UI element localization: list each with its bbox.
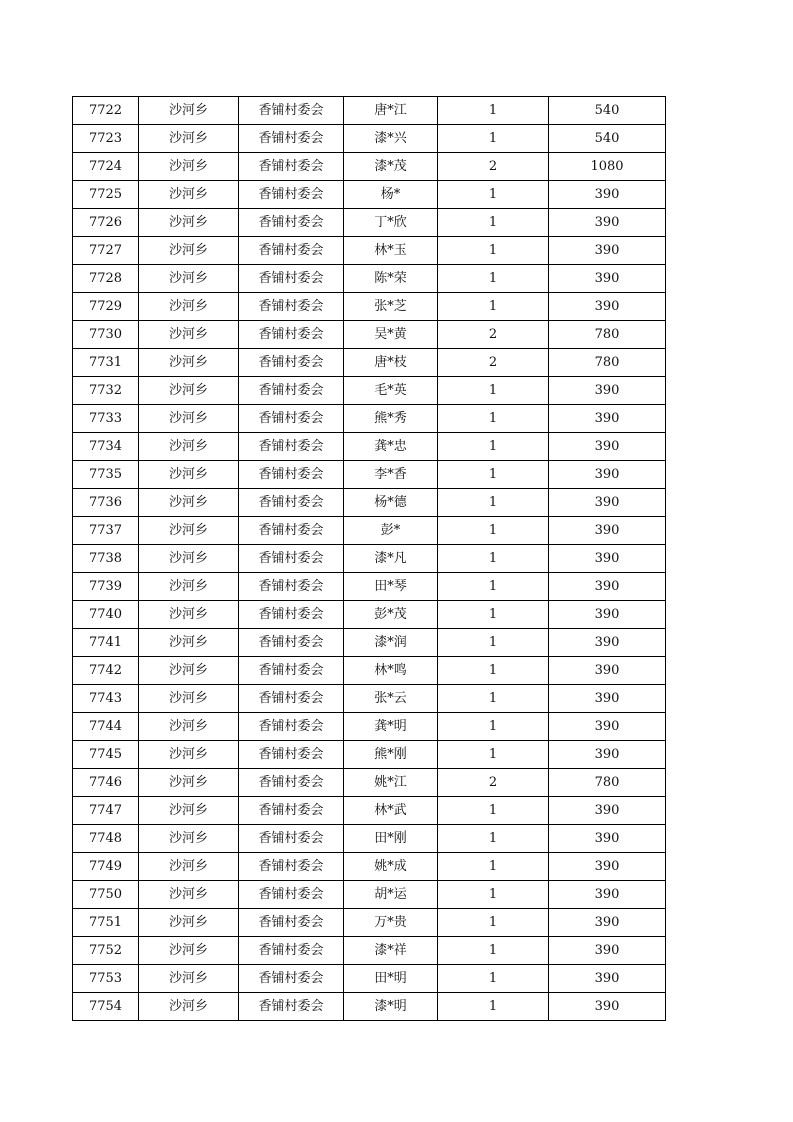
- table-row: [73, 881, 666, 909]
- cell-name: 熊*秀: [344, 405, 438, 433]
- cell-amount: 390: [549, 181, 666, 209]
- cell-serial-number: 7730: [73, 321, 139, 349]
- cell-village-committee: 香铺村委会: [239, 545, 344, 573]
- cell-township: 沙河乡: [139, 517, 239, 545]
- cell-person-count: 1: [438, 797, 549, 825]
- cell-name: 李*香: [344, 461, 438, 489]
- cell-person-count: 1: [438, 965, 549, 993]
- cell-serial-number: 7731: [73, 349, 139, 377]
- table-row: [73, 209, 666, 237]
- cell-village-committee: 香铺村委会: [239, 293, 344, 321]
- cell-person-count: 1: [438, 657, 549, 685]
- cell-name: 杨*德: [344, 489, 438, 517]
- cell-serial-number: 7743: [73, 685, 139, 713]
- cell-township: 沙河乡: [139, 825, 239, 853]
- cell-person-count: 2: [438, 769, 549, 797]
- cell-serial-number: 7735: [73, 461, 139, 489]
- cell-township: 沙河乡: [139, 265, 239, 293]
- cell-township: 沙河乡: [139, 629, 239, 657]
- cell-person-count: 1: [438, 209, 549, 237]
- cell-village-committee: 香铺村委会: [239, 993, 344, 1021]
- cell-name: 张*云: [344, 685, 438, 713]
- cell-village-committee: 香铺村委会: [239, 461, 344, 489]
- cell-serial-number: 7724: [73, 153, 139, 181]
- cell-name: 吴*黄: [344, 321, 438, 349]
- cell-amount: 390: [549, 237, 666, 265]
- cell-person-count: 1: [438, 181, 549, 209]
- cell-amount: 390: [549, 265, 666, 293]
- cell-name: 漆*凡: [344, 545, 438, 573]
- cell-township: 沙河乡: [139, 461, 239, 489]
- cell-township: 沙河乡: [139, 377, 239, 405]
- cell-person-count: 1: [438, 97, 549, 125]
- cell-village-committee: 香铺村委会: [239, 629, 344, 657]
- cell-amount: 390: [549, 433, 666, 461]
- cell-name: 林*鸣: [344, 657, 438, 685]
- cell-amount: 1080: [549, 153, 666, 181]
- cell-serial-number: 7751: [73, 909, 139, 937]
- cell-serial-number: 7723: [73, 125, 139, 153]
- cell-serial-number: 7753: [73, 965, 139, 993]
- cell-name: 林*玉: [344, 237, 438, 265]
- table-row: [73, 321, 666, 349]
- cell-amount: 390: [549, 881, 666, 909]
- cell-village-committee: 香铺村委会: [239, 433, 344, 461]
- cell-village-committee: 香铺村委会: [239, 657, 344, 685]
- cell-person-count: 1: [438, 405, 549, 433]
- cell-name: 彭*: [344, 517, 438, 545]
- cell-person-count: 1: [438, 293, 549, 321]
- cell-amount: 390: [549, 937, 666, 965]
- table-row: [73, 685, 666, 713]
- cell-township: 沙河乡: [139, 965, 239, 993]
- cell-township: 沙河乡: [139, 993, 239, 1021]
- cell-village-committee: 香铺村委会: [239, 573, 344, 601]
- cell-village-committee: 香铺村委会: [239, 321, 344, 349]
- cell-amount: 390: [549, 685, 666, 713]
- cell-serial-number: 7726: [73, 209, 139, 237]
- cell-serial-number: 7744: [73, 713, 139, 741]
- table-row: [73, 349, 666, 377]
- cell-name: 张*芝: [344, 293, 438, 321]
- cell-amount: 390: [549, 573, 666, 601]
- cell-township: 沙河乡: [139, 237, 239, 265]
- table-row: [73, 573, 666, 601]
- cell-serial-number: 7747: [73, 797, 139, 825]
- cell-person-count: 1: [438, 881, 549, 909]
- cell-amount: 390: [549, 293, 666, 321]
- cell-serial-number: 7727: [73, 237, 139, 265]
- cell-amount: 390: [549, 825, 666, 853]
- cell-amount: 390: [549, 517, 666, 545]
- cell-township: 沙河乡: [139, 713, 239, 741]
- table-row: [73, 405, 666, 433]
- cell-township: 沙河乡: [139, 797, 239, 825]
- cell-amount: 390: [549, 209, 666, 237]
- cell-name: 丁*欣: [344, 209, 438, 237]
- cell-amount: 390: [549, 713, 666, 741]
- cell-serial-number: 7728: [73, 265, 139, 293]
- cell-amount: 390: [549, 601, 666, 629]
- cell-township: 沙河乡: [139, 545, 239, 573]
- cell-village-committee: 香铺村委会: [239, 489, 344, 517]
- cell-village-committee: 香铺村委会: [239, 209, 344, 237]
- cell-serial-number: 7746: [73, 769, 139, 797]
- cell-person-count: 1: [438, 937, 549, 965]
- cell-village-committee: 香铺村委会: [239, 965, 344, 993]
- cell-township: 沙河乡: [139, 433, 239, 461]
- table-row: [73, 909, 666, 937]
- cell-amount: 390: [549, 909, 666, 937]
- cell-person-count: 2: [438, 321, 549, 349]
- cell-name: 漆*茂: [344, 153, 438, 181]
- cell-amount: 540: [549, 97, 666, 125]
- cell-person-count: 1: [438, 993, 549, 1021]
- cell-person-count: 1: [438, 909, 549, 937]
- cell-village-committee: 香铺村委会: [239, 853, 344, 881]
- cell-serial-number: 7741: [73, 629, 139, 657]
- cell-serial-number: 7738: [73, 545, 139, 573]
- cell-township: 沙河乡: [139, 97, 239, 125]
- cell-serial-number: 7733: [73, 405, 139, 433]
- cell-name: 漆*兴: [344, 125, 438, 153]
- table-row: [73, 517, 666, 545]
- cell-serial-number: 7737: [73, 517, 139, 545]
- cell-amount: 540: [549, 125, 666, 153]
- table-row: [73, 965, 666, 993]
- cell-amount: 390: [549, 657, 666, 685]
- cell-village-committee: 香铺村委会: [239, 349, 344, 377]
- table-row: [73, 153, 666, 181]
- cell-village-committee: 香铺村委会: [239, 181, 344, 209]
- cell-person-count: 1: [438, 517, 549, 545]
- cell-village-committee: 香铺村委会: [239, 517, 344, 545]
- table-row: [73, 489, 666, 517]
- cell-name: 毛*英: [344, 377, 438, 405]
- cell-amount: 390: [549, 545, 666, 573]
- cell-person-count: 1: [438, 629, 549, 657]
- cell-township: 沙河乡: [139, 321, 239, 349]
- table-row: [73, 741, 666, 769]
- cell-person-count: 2: [438, 153, 549, 181]
- cell-name: 万*贵: [344, 909, 438, 937]
- cell-township: 沙河乡: [139, 853, 239, 881]
- cell-person-count: 1: [438, 489, 549, 517]
- cell-serial-number: 7754: [73, 993, 139, 1021]
- cell-village-committee: 香铺村委会: [239, 713, 344, 741]
- cell-village-committee: 香铺村委会: [239, 601, 344, 629]
- cell-name: 龚*忠: [344, 433, 438, 461]
- table-row: [73, 125, 666, 153]
- cell-serial-number: 7749: [73, 853, 139, 881]
- cell-name: 田*琴: [344, 573, 438, 601]
- cell-township: 沙河乡: [139, 881, 239, 909]
- cell-village-committee: 香铺村委会: [239, 769, 344, 797]
- table-row: [73, 601, 666, 629]
- cell-person-count: 1: [438, 825, 549, 853]
- cell-village-committee: 香铺村委会: [239, 405, 344, 433]
- cell-name: 龚*明: [344, 713, 438, 741]
- table-row: [73, 461, 666, 489]
- cell-township: 沙河乡: [139, 685, 239, 713]
- cell-person-count: 1: [438, 713, 549, 741]
- cell-name: 漆*明: [344, 993, 438, 1021]
- cell-name: 杨*: [344, 181, 438, 209]
- cell-person-count: 1: [438, 433, 549, 461]
- cell-person-count: 1: [438, 237, 549, 265]
- cell-township: 沙河乡: [139, 741, 239, 769]
- cell-township: 沙河乡: [139, 209, 239, 237]
- cell-village-committee: 香铺村委会: [239, 741, 344, 769]
- cell-township: 沙河乡: [139, 489, 239, 517]
- cell-person-count: 1: [438, 461, 549, 489]
- cell-serial-number: 7734: [73, 433, 139, 461]
- cell-name: 林*武: [344, 797, 438, 825]
- cell-person-count: 1: [438, 377, 549, 405]
- cell-person-count: 1: [438, 573, 549, 601]
- cell-name: 姚*江: [344, 769, 438, 797]
- cell-name: 唐*枝: [344, 349, 438, 377]
- record-table: [72, 96, 666, 1021]
- cell-township: 沙河乡: [139, 937, 239, 965]
- cell-township: 沙河乡: [139, 769, 239, 797]
- cell-name: 胡*运: [344, 881, 438, 909]
- cell-amount: 390: [549, 461, 666, 489]
- cell-person-count: 1: [438, 601, 549, 629]
- cell-amount: 390: [549, 797, 666, 825]
- cell-person-count: 1: [438, 685, 549, 713]
- cell-village-committee: 香铺村委会: [239, 797, 344, 825]
- cell-person-count: 1: [438, 265, 549, 293]
- cell-township: 沙河乡: [139, 349, 239, 377]
- cell-name: 田*明: [344, 965, 438, 993]
- cell-serial-number: 7725: [73, 181, 139, 209]
- cell-township: 沙河乡: [139, 573, 239, 601]
- cell-serial-number: 7752: [73, 937, 139, 965]
- cell-serial-number: 7750: [73, 881, 139, 909]
- cell-township: 沙河乡: [139, 181, 239, 209]
- cell-township: 沙河乡: [139, 657, 239, 685]
- table-row: [73, 825, 666, 853]
- cell-township: 沙河乡: [139, 405, 239, 433]
- cell-amount: 780: [549, 349, 666, 377]
- table-row: [73, 377, 666, 405]
- cell-village-committee: 香铺村委会: [239, 377, 344, 405]
- cell-person-count: 1: [438, 125, 549, 153]
- cell-amount: 390: [549, 377, 666, 405]
- cell-village-committee: 香铺村委会: [239, 909, 344, 937]
- cell-village-committee: 香铺村委会: [239, 937, 344, 965]
- cell-serial-number: 7742: [73, 657, 139, 685]
- cell-name: 陈*荣: [344, 265, 438, 293]
- cell-township: 沙河乡: [139, 293, 239, 321]
- cell-serial-number: 7729: [73, 293, 139, 321]
- cell-serial-number: 7739: [73, 573, 139, 601]
- cell-amount: 390: [549, 993, 666, 1021]
- cell-village-committee: 香铺村委会: [239, 237, 344, 265]
- cell-township: 沙河乡: [139, 125, 239, 153]
- cell-village-committee: 香铺村委会: [239, 685, 344, 713]
- table-row: [73, 293, 666, 321]
- cell-amount: 390: [549, 965, 666, 993]
- cell-name: 唐*江: [344, 97, 438, 125]
- table-row: [73, 797, 666, 825]
- cell-serial-number: 7736: [73, 489, 139, 517]
- cell-village-committee: 香铺村委会: [239, 125, 344, 153]
- table-row: [73, 657, 666, 685]
- record-table-body: [73, 97, 666, 1021]
- cell-name: 姚*成: [344, 853, 438, 881]
- cell-amount: 390: [549, 853, 666, 881]
- cell-amount: 780: [549, 769, 666, 797]
- table-row: [73, 545, 666, 573]
- cell-amount: 780: [549, 321, 666, 349]
- cell-name: 熊*刚: [344, 741, 438, 769]
- cell-person-count: 1: [438, 741, 549, 769]
- cell-township: 沙河乡: [139, 601, 239, 629]
- cell-amount: 390: [549, 741, 666, 769]
- table-row: [73, 713, 666, 741]
- cell-name: 漆*祥: [344, 937, 438, 965]
- cell-amount: 390: [549, 405, 666, 433]
- cell-person-count: 1: [438, 545, 549, 573]
- table-row: [73, 433, 666, 461]
- cell-village-committee: 香铺村委会: [239, 265, 344, 293]
- table-row: [73, 853, 666, 881]
- table-row: [73, 993, 666, 1021]
- table-row: [73, 769, 666, 797]
- cell-village-committee: 香铺村委会: [239, 881, 344, 909]
- cell-person-count: 1: [438, 853, 549, 881]
- table-row: [73, 265, 666, 293]
- table-row: [73, 97, 666, 125]
- cell-serial-number: 7748: [73, 825, 139, 853]
- cell-serial-number: 7745: [73, 741, 139, 769]
- table-row: [73, 237, 666, 265]
- cell-name: 田*刚: [344, 825, 438, 853]
- table-row: [73, 937, 666, 965]
- cell-serial-number: 7732: [73, 377, 139, 405]
- cell-name: 漆*润: [344, 629, 438, 657]
- cell-township: 沙河乡: [139, 909, 239, 937]
- table-row: [73, 181, 666, 209]
- cell-serial-number: 7740: [73, 601, 139, 629]
- cell-amount: 390: [549, 489, 666, 517]
- cell-amount: 390: [549, 629, 666, 657]
- cell-village-committee: 香铺村委会: [239, 97, 344, 125]
- table-row: [73, 629, 666, 657]
- cell-person-count: 2: [438, 349, 549, 377]
- cell-village-committee: 香铺村委会: [239, 153, 344, 181]
- cell-township: 沙河乡: [139, 153, 239, 181]
- cell-serial-number: 7722: [73, 97, 139, 125]
- cell-name: 彭*茂: [344, 601, 438, 629]
- cell-village-committee: 香铺村委会: [239, 825, 344, 853]
